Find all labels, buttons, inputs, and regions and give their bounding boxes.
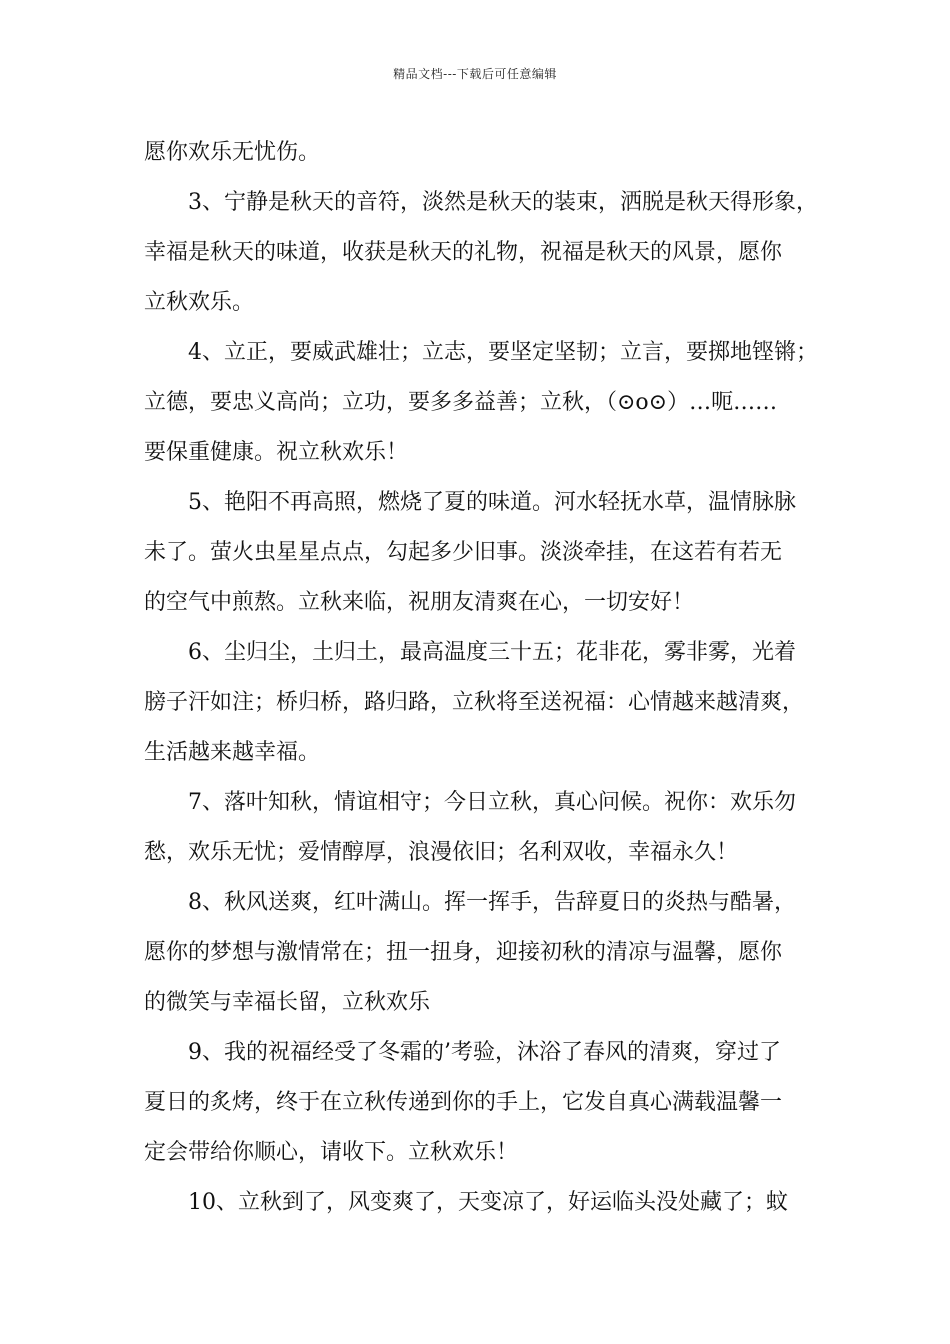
paragraph-line: 幸福是秋天的味道，收获是秋天的礼物，祝福是秋天的风景，愿你: [144, 240, 783, 265]
paragraph-line: 愿你欢乐无忧伤。: [144, 140, 321, 165]
paragraph-line: 愁，欢乐无忧；爱情醇厚，浪漫依旧；名利双收，幸福永久！: [144, 840, 739, 865]
document-body: [144, 128, 824, 1228]
paragraph-line: 9、我的祝福经受了冬霜的’考验，沐浴了春风的清爽，穿过了: [188, 1040, 781, 1065]
paragraph: [144, 878, 824, 1028]
paragraph-line: 定会带给你顺心，请收下。立秋欢乐！: [144, 1140, 519, 1165]
paragraph-line: 夏日的炙烤，终于在立秋传递到你的手上，它发自真心满载温馨一: [144, 1090, 783, 1115]
paragraph: [144, 328, 824, 478]
paragraph-line: 6、尘归尘，土归土，最高温度三十五；花非花，雾非雾，光着: [188, 640, 796, 665]
paragraph-line: 愿你的梦想与激情常在；扭一扭身，迎接初秋的清凉与温馨，愿你: [144, 940, 783, 965]
paragraph: [144, 128, 824, 178]
paragraph: [144, 178, 824, 328]
paragraph: [144, 628, 824, 778]
paragraph-line: 立秋欢乐。: [144, 290, 255, 315]
paragraph-line: 要保重健康。祝立秋欢乐！: [144, 440, 409, 465]
paragraph-line: 8、秋风送爽，红叶满山。挥一挥手，告辞夏日的炎热与酷暑，: [188, 890, 796, 915]
paragraph-line: 3、宁静是秋天的音符，淡然是秋天的装束，洒脱是秋天得形象，: [188, 190, 818, 215]
paragraph: [144, 778, 824, 878]
paragraph: [144, 1028, 824, 1178]
paragraph-line: 膀子汗如注；桥归桥，路归路，立秋将至送祝福：心情越来越清爽，: [144, 690, 805, 715]
paragraph-line: 立德，要忠义高尚；立功，要多多益善；立秋，（⊙o⊙）…呃……: [144, 390, 778, 415]
page-header: 精品文档---下载后可任意编辑: [393, 67, 557, 81]
paragraph-line: 的微笑与幸福长留，立秋欢乐: [144, 990, 431, 1015]
paragraph-line: 10、立秋到了，风变爽了，天变凉了，好运临头没处藏了；蚊: [188, 1190, 788, 1215]
paragraph-line: 生活越来越幸福。: [144, 740, 321, 765]
paragraph-line: 的空气中煎熬。立秋来临，祝朋友清爽在心，一切安好！: [144, 590, 695, 615]
paragraph-line: 4、立正，要威武雄壮；立志，要坚定坚韧；立言，要掷地铿锵；: [188, 340, 818, 365]
paragraph: [144, 478, 824, 628]
paragraph-line: 7、落叶知秋，情谊相守；今日立秋，真心问候。祝你：欢乐勿: [188, 790, 796, 815]
paragraph: [144, 1178, 824, 1228]
paragraph-line: 未了。萤火虫星星点点，勾起多少旧事。淡淡牵挂，在这若有若无: [144, 540, 783, 565]
paragraph-line: 5、艳阳不再高照，燃烧了夏的味道。河水轻抚水草，温情脉脉: [188, 490, 796, 515]
